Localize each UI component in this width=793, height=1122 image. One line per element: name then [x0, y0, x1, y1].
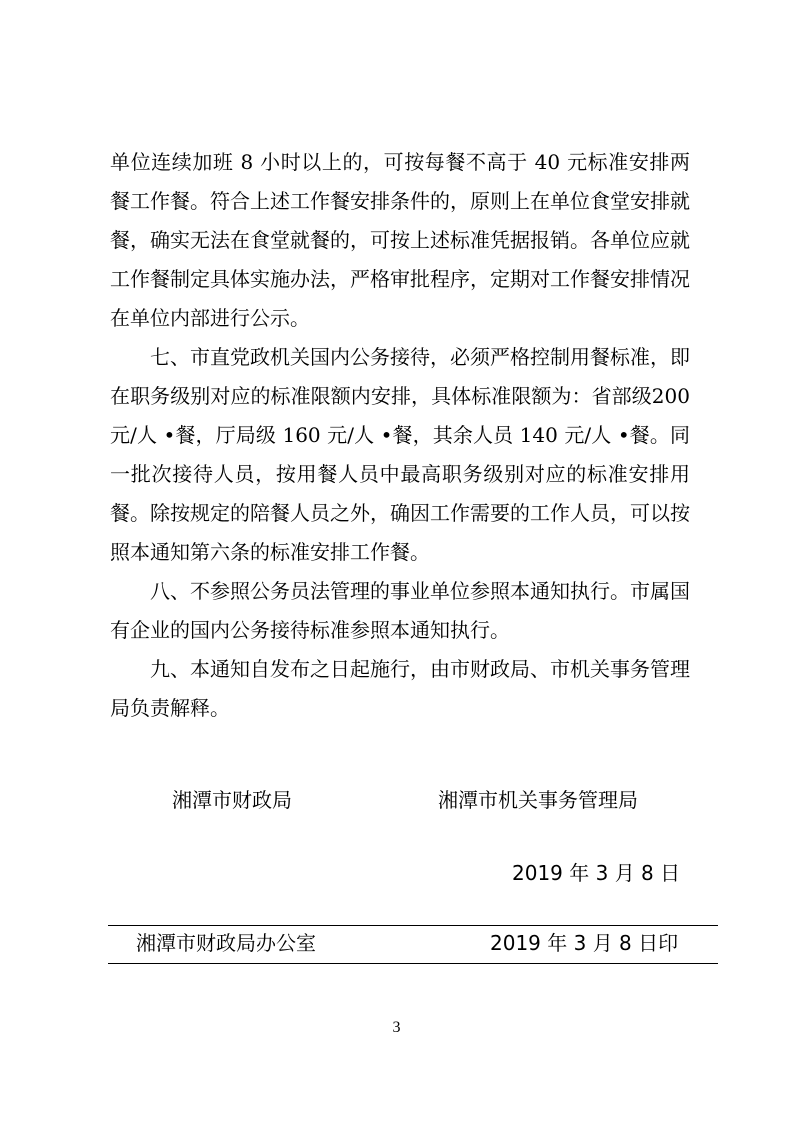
paragraph-item-8: 八、不参照公务员法管理的事业单位参照本通知执行。市属国有企业的国内公务接待标准参照本通知执行。 — [110, 579, 690, 642]
signature-date: 2019 年 3 月 8 日 — [512, 861, 681, 885]
paragraph-item-9: 九、本通知自发布之日起施行，由市财政局、市机关事务管理局负责解释。 — [110, 657, 690, 720]
paragraph-item-7: 七、市直党政机关国内公务接待，必须严格控制用餐标准，即在职务级别对应的标准限额内安排，具体标准限额为：省部级200 元/人 •餐，厅局级 160 元/人 •餐，其余人员 140 元/人 •餐。同一批次接待人员，按用餐人员中最高职务级别对应的标准安排用餐。除按规定的陪餐人员之外，确因工作需要的工作人员，可以按照本通知第六条的标准安排工作餐。 — [110, 345, 690, 564]
page-number: 3 — [392, 1019, 401, 1036]
footer-print-date: 2019 年 3 月 8 日印 — [490, 931, 679, 955]
signature-affairs-bureau: 湘潭市机关事务管理局 — [438, 788, 638, 812]
footer-issuer: 湘潭市财政局办公室 — [136, 931, 316, 955]
signature-finance-bureau: 湘潭市财政局 — [172, 788, 292, 812]
body-text — [110, 143, 690, 728]
footer-rule-top — [108, 925, 718, 926]
footer-rule-bottom — [108, 963, 718, 964]
paragraph-continuation: 单位连续加班 8 小时以上的，可按每餐不高于 40 元标准安排两餐工作餐。符合上述工作餐安排条件的，原则上在单位食堂安排就餐，确实无法在食堂就餐的，可按上述标准凭据报销。各单位应就工作餐制定具体实施办法，严格审批程序，定期对工作餐安排情况在单位内部进行公示。 — [110, 150, 690, 330]
